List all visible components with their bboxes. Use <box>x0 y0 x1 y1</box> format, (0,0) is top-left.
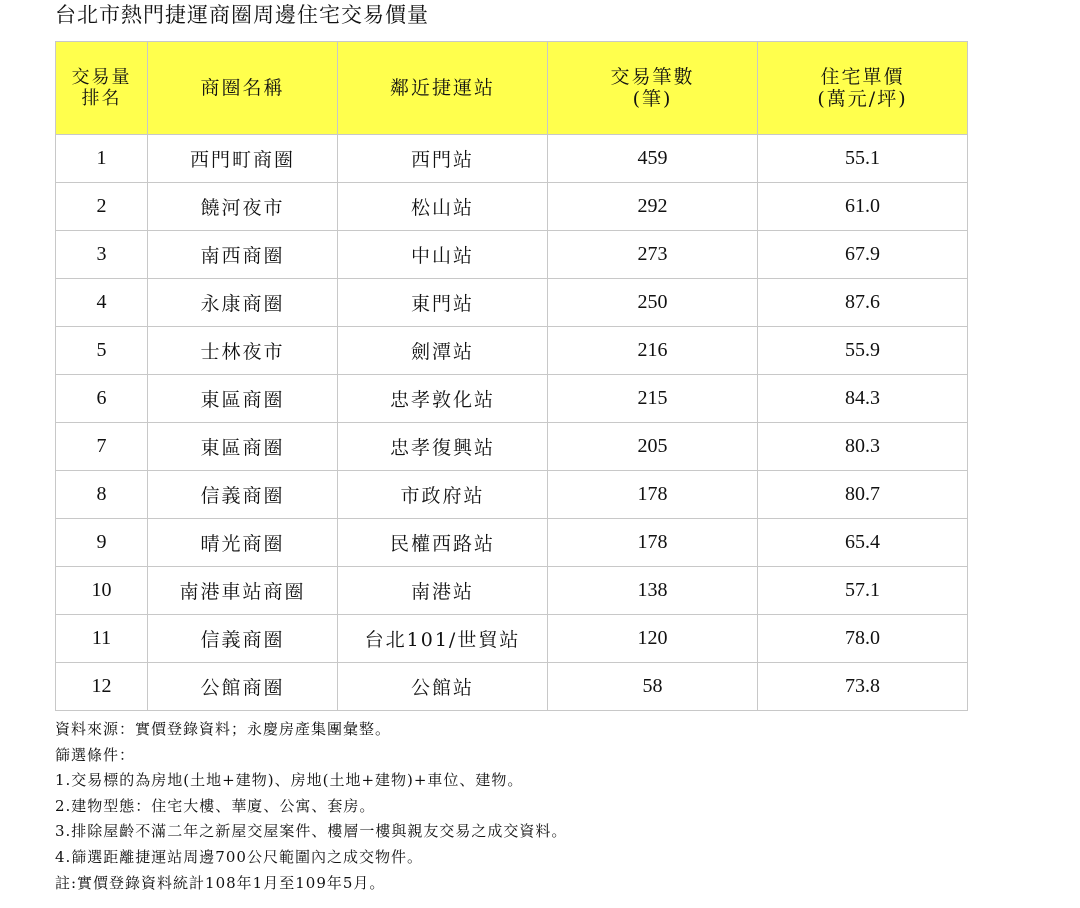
price-cell: 57.1 <box>758 567 968 615</box>
price-cell: 87.6 <box>758 279 968 327</box>
district-cell: 永康商圈 <box>148 279 338 327</box>
station-cell: 民權西路站 <box>338 519 548 567</box>
count-cell: 120 <box>548 615 758 663</box>
station-cell: 劍潭站 <box>338 327 548 375</box>
table-row <box>56 279 968 327</box>
rank-cell: 1 <box>56 135 148 183</box>
station-cell: 市政府站 <box>338 471 548 519</box>
header-station: 鄰近捷運站 <box>338 42 548 135</box>
count-cell: 178 <box>548 471 758 519</box>
table-row <box>56 183 968 231</box>
count-cell: 250 <box>548 279 758 327</box>
station-cell: 中山站 <box>338 231 548 279</box>
district-cell: 饒河夜市 <box>148 183 338 231</box>
price-cell: 73.8 <box>758 663 968 711</box>
table-row <box>56 231 968 279</box>
district-cell: 公館商圈 <box>148 663 338 711</box>
count-cell: 459 <box>548 135 758 183</box>
rank-cell: 2 <box>56 183 148 231</box>
price-cell: 80.7 <box>758 471 968 519</box>
rank-cell: 8 <box>56 471 148 519</box>
footnotes <box>55 717 567 896</box>
price-cell: 55.9 <box>758 327 968 375</box>
rank-cell: 3 <box>56 231 148 279</box>
station-cell: 南港站 <box>338 567 548 615</box>
table-row <box>56 423 968 471</box>
price-cell: 55.1 <box>758 135 968 183</box>
count-cell: 138 <box>548 567 758 615</box>
transaction-table <box>55 41 968 711</box>
note-line: 1.交易標的為房地(土地+建物)、房地(土地+建物)+車位、建物。 <box>55 771 524 790</box>
station-cell: 松山站 <box>338 183 548 231</box>
district-cell: 信義商圈 <box>148 471 338 519</box>
price-cell: 80.3 <box>758 423 968 471</box>
district-cell: 南港車站商圈 <box>148 567 338 615</box>
header-rank: 交易量排名 <box>56 42 148 135</box>
rank-cell: 4 <box>56 279 148 327</box>
district-cell: 信義商圈 <box>148 615 338 663</box>
note-line: 篩選條件： <box>55 745 136 764</box>
district-cell: 東區商圈 <box>148 375 338 423</box>
table-row <box>56 615 968 663</box>
table-header-row <box>56 42 968 135</box>
table-row <box>56 663 968 711</box>
count-cell: 292 <box>548 183 758 231</box>
station-cell: 台北101/世貿站 <box>338 615 548 663</box>
price-cell: 67.9 <box>758 231 968 279</box>
note-line: 2.建物型態：住宅大樓、華廈、公寓、套房。 <box>55 796 376 815</box>
note-line: 資料來源：實價登錄資料；永慶房產集團彙整。 <box>55 720 392 738</box>
count-cell: 273 <box>548 231 758 279</box>
table-row <box>56 471 968 519</box>
count-cell: 178 <box>548 519 758 567</box>
station-cell: 東門站 <box>338 279 548 327</box>
rank-cell: 9 <box>56 519 148 567</box>
price-cell: 61.0 <box>758 183 968 231</box>
rank-cell: 6 <box>56 375 148 423</box>
header-district: 商圈名稱 <box>148 42 338 135</box>
rank-cell: 11 <box>56 615 148 663</box>
district-cell: 晴光商圈 <box>148 519 338 567</box>
rank-cell: 12 <box>56 663 148 711</box>
district-cell: 西門町商圈 <box>148 135 338 183</box>
note-line: 註:實價登錄資料統計108年1月至109年5月。 <box>55 873 386 892</box>
count-cell: 215 <box>548 375 758 423</box>
header-count: 交易筆數 (筆) <box>548 42 758 135</box>
count-cell: 205 <box>548 423 758 471</box>
count-cell: 58 <box>548 663 758 711</box>
rank-cell: 5 <box>56 327 148 375</box>
rank-cell: 10 <box>56 567 148 615</box>
station-cell: 西門站 <box>338 135 548 183</box>
district-cell: 東區商圈 <box>148 423 338 471</box>
header-price: 住宅單價 (萬元/坪) <box>758 42 968 135</box>
count-cell: 216 <box>548 327 758 375</box>
table-row <box>56 567 968 615</box>
rank-cell: 7 <box>56 423 148 471</box>
table-row <box>56 375 968 423</box>
district-cell: 南西商圈 <box>148 231 338 279</box>
station-cell: 忠孝復興站 <box>338 423 548 471</box>
table-row <box>56 135 968 183</box>
table-row <box>56 327 968 375</box>
price-cell: 65.4 <box>758 519 968 567</box>
note-line: 3.排除屋齡不滿二年之新屋交屋案件、樓層一樓與親友交易之成交資料。 <box>55 822 568 841</box>
note-line: 4.篩選距離捷運站周邊700公尺範圍內之成交物件。 <box>55 847 423 866</box>
station-cell: 忠孝敦化站 <box>338 375 548 423</box>
page-title: 台北市熱門捷運商圈周邊住宅交易價量 <box>55 3 429 27</box>
district-cell: 士林夜市 <box>148 327 338 375</box>
price-cell: 78.0 <box>758 615 968 663</box>
table-row <box>56 519 968 567</box>
station-cell: 公館站 <box>338 663 548 711</box>
price-cell: 84.3 <box>758 375 968 423</box>
